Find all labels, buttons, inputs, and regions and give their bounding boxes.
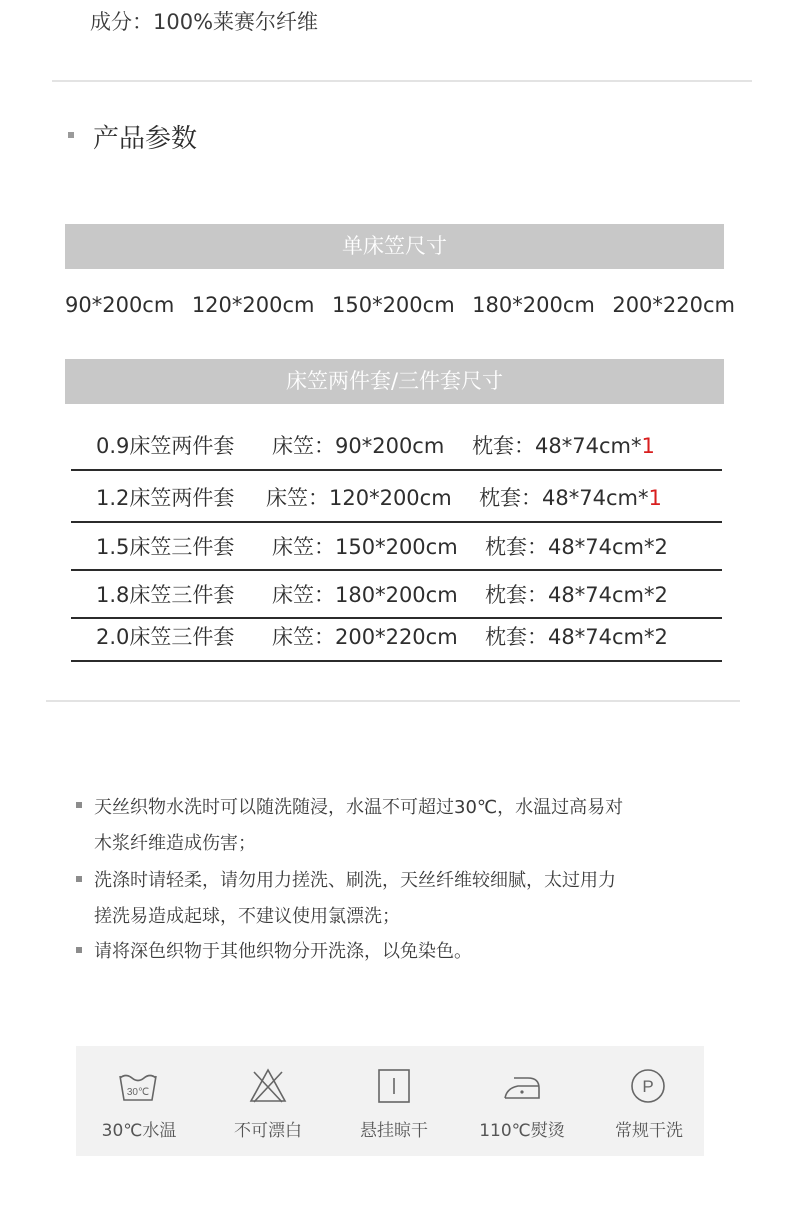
care-note-line: 天丝织物水洗时可以随洗随浸，水温不可超过30℃，水温过高易对 <box>94 797 624 818</box>
size-value: 180*200cm <box>472 293 595 317</box>
sheet-size: 床笠：150*200cm <box>272 535 458 559</box>
care-symbol-label: 110℃熨烫 <box>479 1121 565 1141</box>
sheet-size: 床笠：90*200cm <box>272 434 445 458</box>
size-value: 150*200cm <box>331 293 455 317</box>
pillowcase-qty: 2 <box>654 625 668 649</box>
care-symbol-label: 30℃水温 <box>101 1121 177 1141</box>
size-value: 90*200cm <box>65 293 175 317</box>
divider <box>46 700 740 702</box>
section-bullet-icon <box>68 132 74 138</box>
pillowcase-size: 枕套：48*74cm*1 <box>479 486 662 510</box>
note-bullet-icon <box>76 947 82 953</box>
care-symbol-label: 常规干洗 <box>615 1121 683 1141</box>
sheet-size: 床笠：180*200cm <box>272 583 458 607</box>
single-sheet-sizes <box>65 293 735 317</box>
note-bullet-icon <box>76 802 82 808</box>
set-name: 0.9床笠两件套 <box>96 434 235 458</box>
pillowcase-qty: 1 <box>641 434 655 458</box>
single-sheet-size-header: 单床笠尺寸 <box>65 224 724 269</box>
iron-icon <box>502 1066 542 1106</box>
size-value: 120*200cm <box>191 293 315 317</box>
set-size-row <box>71 430 722 471</box>
set-size-row <box>71 579 722 619</box>
svg-text:P: P <box>642 1077 654 1096</box>
pillowcase-size: 枕套：48*74cm*2 <box>485 625 668 649</box>
set-name: 2.0床笠三件套 <box>96 625 235 649</box>
set-name: 1.8床笠三件套 <box>96 583 235 607</box>
care-symbol-label: 悬挂晾干 <box>360 1121 428 1141</box>
svg-text:30℃: 30℃ <box>126 1087 150 1098</box>
size-value: 200*220cm <box>612 293 735 317</box>
set-size-row <box>71 482 722 523</box>
wash-30-icon <box>118 1066 158 1106</box>
set-size-row <box>71 621 722 662</box>
sheet-size: 床笠：120*200cm <box>266 486 452 510</box>
set-size-row <box>71 531 722 571</box>
care-symbols-panel <box>76 1046 704 1156</box>
hang-dry-icon <box>374 1066 414 1106</box>
care-note-line: 请将深色织物于其他织物分开洗涤，以免染色。 <box>94 941 472 962</box>
dry-clean-p-icon <box>628 1066 668 1106</box>
pillowcase-qty: 1 <box>648 486 662 510</box>
pillowcase-size: 枕套：48*74cm*1 <box>472 434 655 458</box>
note-bullet-icon <box>76 876 82 882</box>
set-name: 1.5床笠三件套 <box>96 535 235 559</box>
pillowcase-qty: 2 <box>654 535 668 559</box>
pillowcase-size: 枕套：48*74cm*2 <box>485 583 668 607</box>
care-note-line: 洗涤时请轻柔，请勿用力搓洗、刷洗，天丝纤维较细腻，太过用力 <box>94 870 616 891</box>
composition-text: 成分：100%莱赛尔纤维 <box>90 10 319 34</box>
divider <box>52 80 752 82</box>
pillowcase-qty: 2 <box>654 583 668 607</box>
no-bleach-icon <box>248 1066 288 1106</box>
care-note-line: 木浆纤维造成伤害； <box>94 833 256 854</box>
sheet-size: 床笠：200*220cm <box>272 625 458 649</box>
care-symbol-label: 不可漂白 <box>234 1121 302 1141</box>
care-note-line: 搓洗易造成起球，不建议使用氯漂洗； <box>94 906 400 927</box>
set-size-header: 床笠两件套/三件套尺寸 <box>65 359 724 404</box>
set-name: 1.2床笠两件套 <box>96 486 235 510</box>
section-title: 产品参数 <box>93 124 198 154</box>
pillowcase-size: 枕套：48*74cm*2 <box>485 535 668 559</box>
